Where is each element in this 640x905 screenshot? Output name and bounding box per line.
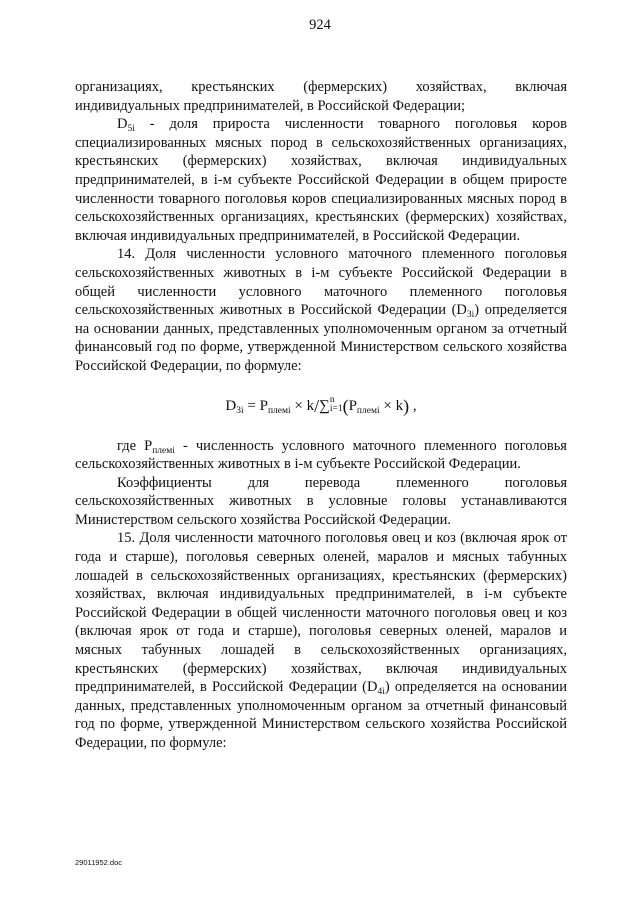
paragraph: организациях, крестьянских (фермерских) хозяйствах, включая индивидуальных предпринимателей, в Российской Федерации; bbox=[75, 79, 567, 114]
formula bbox=[75, 394, 567, 418]
paragraph-text: где P bbox=[117, 437, 153, 454]
sum-limits bbox=[330, 396, 343, 414]
formula-p-sub: племi bbox=[267, 405, 291, 416]
formula-times-k: × k bbox=[290, 397, 315, 414]
formula-times-k2: × k bbox=[379, 397, 404, 414]
paragraph bbox=[75, 115, 567, 245]
paragraph-text: ) определяется на основании данных, представленных уполномоченным органом за отчетный финансовый год по форме, утвержденной Министерством сельского хозяйства Российской Федерации, по формуле: bbox=[75, 679, 567, 751]
paragraph: Коэффициенты для перевода племенного поголовья сельскохозяйственных животных в условные головы устанавливаются Министерством сельского хозяйства Российской Федерации. bbox=[75, 474, 567, 528]
formula-tail: , bbox=[409, 397, 417, 414]
sum-top: n bbox=[329, 395, 335, 406]
file-name-footer: 29011952.doc bbox=[75, 858, 122, 867]
subscript: племi bbox=[152, 445, 175, 456]
paragraph bbox=[75, 529, 567, 752]
formula-lhs-sub: 3i bbox=[236, 405, 244, 416]
formula-eq: = P bbox=[243, 397, 268, 414]
paragraph bbox=[75, 437, 567, 474]
variable: D bbox=[117, 116, 128, 133]
document-body bbox=[75, 78, 567, 753]
formula-lhs: D bbox=[225, 397, 237, 414]
subscript: 3i bbox=[466, 310, 475, 321]
paragraph-text: - численность условного маточного племенного поголовья сельскохозяйственных животных в i-м субъекте Российской Федерации. bbox=[75, 437, 567, 473]
paragraph-text: - доля прироста численности товарного поголовья коров специализированных мясных пород в сельскохозяйственных организациях, крестьянских (фермерских) хозяйствах, включая индивидуальных предпринимателей, в i-м субъекте Российской Федерации в общем приросте численности товарного поголовья коров специализированных мясных пород в сельскохозяйственных организациях, крестьянских (фермерских) хозяйствах, включая индивидуальных предпринимателей, в Российской Федерации. bbox=[75, 116, 567, 244]
formula-close-paren: ) bbox=[403, 395, 410, 416]
sum-bottom: i=1 bbox=[329, 404, 343, 415]
page-number: 924 bbox=[309, 17, 331, 33]
formula-slash: / bbox=[314, 395, 320, 416]
paragraph-text: 14. Доля численности условного маточного племенного поголовья сельскохозяйственных животных в i-м субъекте Российской Федерации в общей численности условного маточного племенного поголовья сельскохозяйственных животных в Российской Федерации (D bbox=[75, 246, 567, 319]
paragraph-text: 15. Доля численности маточного поголовья овец и коз (включая ярок от года и старше), поголовья северных оленей, маралов и мясных табунных лошадей в сельскохозяйственных организациях, крестьянских (фермерских) хозяйствах, включая индивидуальных предпринимателей, в i-м субъекте Российской Федерации в общей численности маточного поголовья овец и коз (включая ярок от года и старше), поголовья северных оленей, маралов и мясных табунных лошадей в сельскохозяйственных организациях, крестьянских (фермерских) хозяйствах, включая индивидуальных предпринимателей, в Российской Федерации (D bbox=[75, 530, 567, 696]
formula-p2: P bbox=[348, 397, 357, 414]
paragraph-text: ) определяется на основании данных, представленных уполномоченным органом за отчетный финансовый год по форме, утвержденной Министерством сельского хозяйства Российской Федерации, по формуле: bbox=[75, 302, 568, 374]
paragraph bbox=[75, 245, 567, 375]
formula-p2-sub: племi bbox=[356, 405, 380, 416]
subscript: 5i bbox=[127, 124, 135, 135]
sum-symbol: ∑ bbox=[319, 397, 330, 414]
formula-open-paren: ( bbox=[342, 395, 349, 416]
subscript: 4i bbox=[377, 687, 385, 698]
